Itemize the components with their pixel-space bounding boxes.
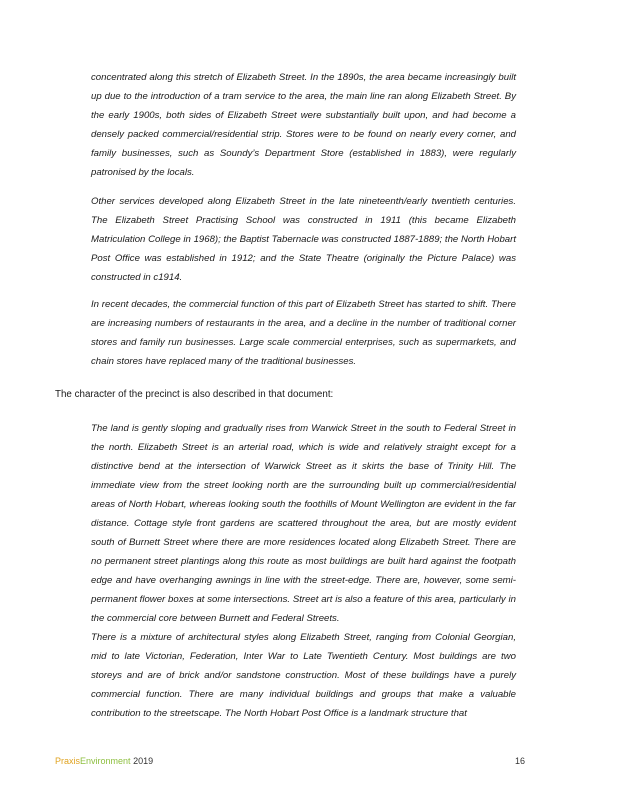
footer-year: 2019 — [133, 756, 154, 766]
quote-paragraph-1: concentrated along this stretch of Elizabeth Street. In the 1890s, the area became increasingly built up due to the introduction of a tram service to the area, the main line ran along Elizabeth Street. By the early 1900s, both sides of Elizabeth Street were substantially built upon, and had become a densely packed commercial/residential strip. Stores were to be found on nearly every corner, and family businesses, such as Soundy’s Department Store (established in 1883), were regularly patronised by the locals. — [91, 72, 516, 178]
brand-logo-text — [55, 756, 153, 766]
quote-paragraph-3: In recent decades, the commercial function of this part of Elizabeth Street has started to shift. There are increasing numbers of restaurants in the area, and a decline in the number of traditional corner stores and family run businesses. Large scale commercial enterprises, such as supermarkets, and chain stores have replaced many of the traditional businesses. — [91, 299, 516, 367]
brand-name-part2: Environment — [80, 756, 131, 766]
body-paragraph: The character of the precinct is also described in that document: — [55, 389, 334, 400]
brand-name-part1: Praxis — [55, 756, 81, 766]
page-footer — [55, 756, 525, 770]
page-number: 16 — [514, 756, 525, 766]
quote-paragraph-5: There is a mixture of architectural styles along Elizabeth Street, ranging from Colonial Georgian, mid to late Victorian, Federation, Inter War to Late Twentieth Century. Most buildings are two storeys and are of brick and/or sandstone construction. Most of these buildings have a purely commercial function. There are many individual buildings and groups that make a valuable contribution to the streetscape. The North Hobart Post Office is a landmark structure that — [91, 632, 516, 719]
quote-paragraph-4: The land is gently sloping and gradually rises from Warwick Street in the south to Federal Street in the north. Elizabeth Street is an arterial road, which is wide and relatively straight except for a distinctive bend at the intersection of Warwick Street as it skirts the base of Trinity Hill. The immediate view from the street looking north are the surrounding built up commercial/residential areas of North Hobart, whereas looking south the foothills of Mount Wellington are evident in the far distance. Cottage style front gardens are scattered throughout the area, but are mostly evident south of Burnett Street where there are more residences located along Elizabeth Street. There are no permanent street plantings along this route as most buildings are built hard against the footpath edge and have overhanging awnings in line with the street-edge. There are, however, some semi-permanent flower boxes at some intersections. Street art is also a feature of this area, particularly in the commercial core between Burnett and Federal Streets. — [91, 423, 516, 624]
quote-paragraph-2: Other services developed along Elizabeth Street in the late nineteenth/early twentieth centuries. The Elizabeth Street Practising School was constructed in 1911 (this became Elizabeth Matriculation College in 1968); the Baptist Tabernacle was constructed 1887-1889; the North Hobart Post Office was established in 1912; and the State Theatre (originally the Picture Palace) was constructed in c1914. — [91, 196, 516, 283]
